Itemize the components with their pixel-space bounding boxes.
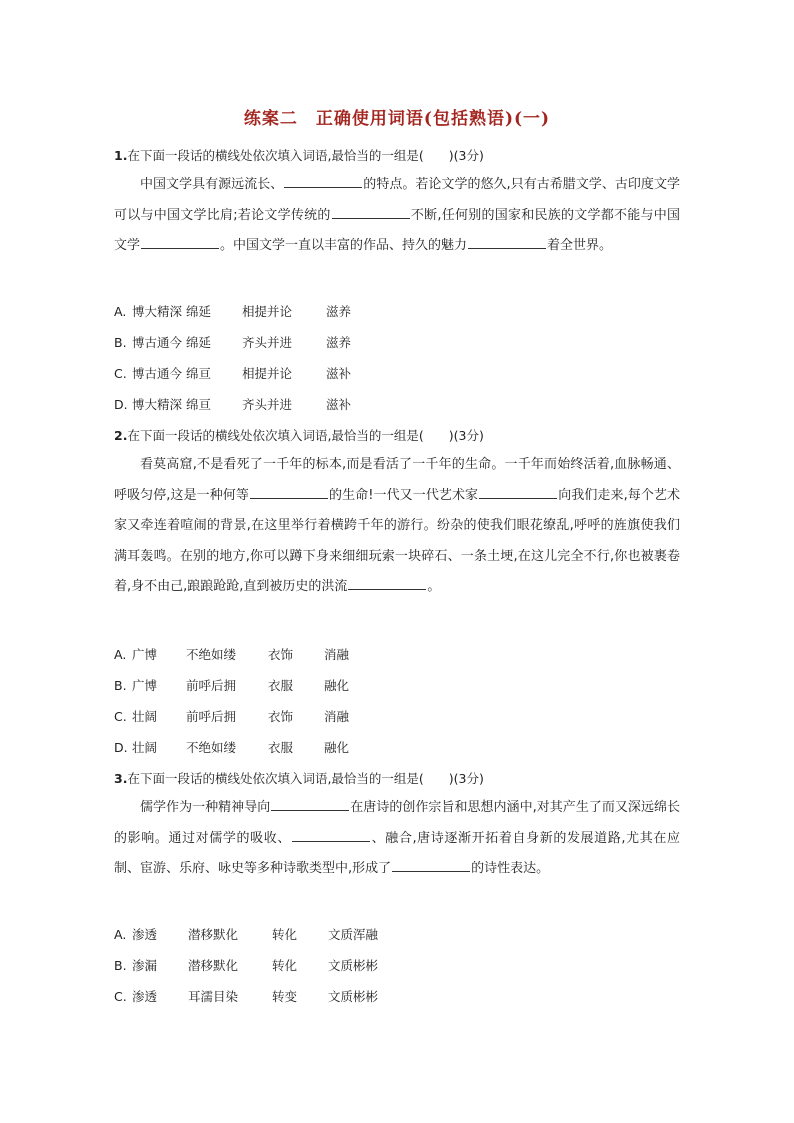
option-d[interactable]: D. 博大精深 绵亘 齐头并进 滋补 bbox=[114, 397, 352, 412]
option-a[interactable]: A. 渗透 潜移默化 转化 文质浑融 bbox=[114, 927, 379, 942]
option-b[interactable]: B. 渗漏 潜移默化 转化 文质彬彬 bbox=[114, 958, 379, 973]
passage-text: 儒学作为一种精神导向 bbox=[140, 800, 271, 815]
question-2-passage bbox=[114, 450, 680, 603]
question-1-passage bbox=[114, 170, 680, 262]
question-number: 1. bbox=[114, 148, 128, 163]
question-text: 在下面一段话的横线处依次填入词语,最恰当的一组是( )(3分) bbox=[127, 148, 484, 163]
passage-text: 、融合,唐诗逐渐开拓着自身新的发展道路,尤其在应制、宦游、乐府、咏史等多种诗歌类型中,形成了 bbox=[114, 830, 680, 876]
option-a[interactable]: A. 博大精深 绵延 相提并论 滋养 bbox=[114, 304, 352, 319]
answer-blank bbox=[250, 484, 328, 499]
answer-blank bbox=[392, 857, 470, 872]
passage-text: 的生命!一代又一代艺术家 bbox=[328, 487, 479, 503]
passage-text: 在唐诗的创作宗旨和思想内涵中,对其产生了而又深远绵长的影响。通过对儒学的吸收、 bbox=[114, 800, 680, 846]
option-d[interactable]: D. 壮阔 不绝如缕 衣服 融化 bbox=[114, 740, 350, 755]
answer-blank bbox=[479, 484, 557, 499]
answer-blank bbox=[292, 827, 370, 842]
option-c[interactable]: C. 博古通今 绵亘 相提并论 滋补 bbox=[114, 366, 352, 381]
question-text: 在下面一段话的横线处依次填入词语,最恰当的一组是( )(3分) bbox=[127, 771, 484, 786]
question-1-stem bbox=[114, 146, 484, 164]
passage-text: 。 bbox=[427, 579, 441, 594]
passage-text: 向我们走来,每个艺术家又牵连着喧闹的背景,在这里举行着横跨千年的游行。纷杂的使我们眼花缭乱,呼呼的旌旗使我们满耳轰鸣。在别的地方,你可以蹲下身来细细玩索一块碎石、一条土埂,在这儿完全不行,你也被裹卷着,身不由己,踉踉跄跄,直到被历史的洪流 bbox=[114, 487, 680, 594]
option-c[interactable]: C. 壮阔 前呼后拥 衣饰 消融 bbox=[114, 709, 350, 724]
option-b[interactable]: B. 博古通今 绵延 齐头并进 滋养 bbox=[114, 335, 352, 350]
answer-blank bbox=[332, 204, 410, 219]
answer-blank bbox=[284, 173, 362, 188]
passage-text: 不断,任何别的国家和民族的文学都不能与中国文学 bbox=[114, 207, 680, 253]
passage-text: 看莫高窟,不是看死了一千年的标本,而是看活了一千年的生命。一千年而始终活着,血脉畅通、呼吸匀停,这是一种何等 bbox=[114, 457, 680, 503]
passage-text: 中国文学具有源远流长、 bbox=[140, 177, 284, 192]
question-number: 3. bbox=[114, 771, 128, 786]
passage-text: 。中国文学一直以丰富的作品、持久的魅力 bbox=[220, 238, 468, 253]
answer-blank bbox=[141, 234, 219, 249]
answer-blank bbox=[468, 234, 546, 249]
option-b[interactable]: B. 广博 前呼后拥 衣服 融化 bbox=[114, 678, 350, 693]
question-2-stem bbox=[114, 426, 484, 444]
passage-text: 的特点。若论文学的悠久,只有古希腊文学、古印度文学可以与中国文学比肩;若论文学传统的 bbox=[114, 177, 680, 223]
question-number: 2. bbox=[114, 428, 128, 443]
answer-blank bbox=[348, 575, 426, 590]
answer-blank bbox=[271, 796, 349, 811]
question-3-passage bbox=[114, 793, 680, 885]
question-text: 在下面一段话的横线处依次填入词语,最恰当的一组是( )(3分) bbox=[127, 428, 484, 443]
passage-text: 的诗性表达。 bbox=[471, 861, 550, 876]
passage-text: 着全世界。 bbox=[547, 238, 613, 253]
option-c[interactable]: C. 渗透 耳濡目染 转变 文质彬彬 bbox=[114, 989, 379, 1004]
question-3-stem bbox=[114, 769, 484, 787]
option-a[interactable]: A. 广博 不绝如缕 衣饰 消融 bbox=[114, 647, 350, 662]
page-title: 练案二 正确使用词语(包括熟语)(一) bbox=[243, 109, 551, 129]
